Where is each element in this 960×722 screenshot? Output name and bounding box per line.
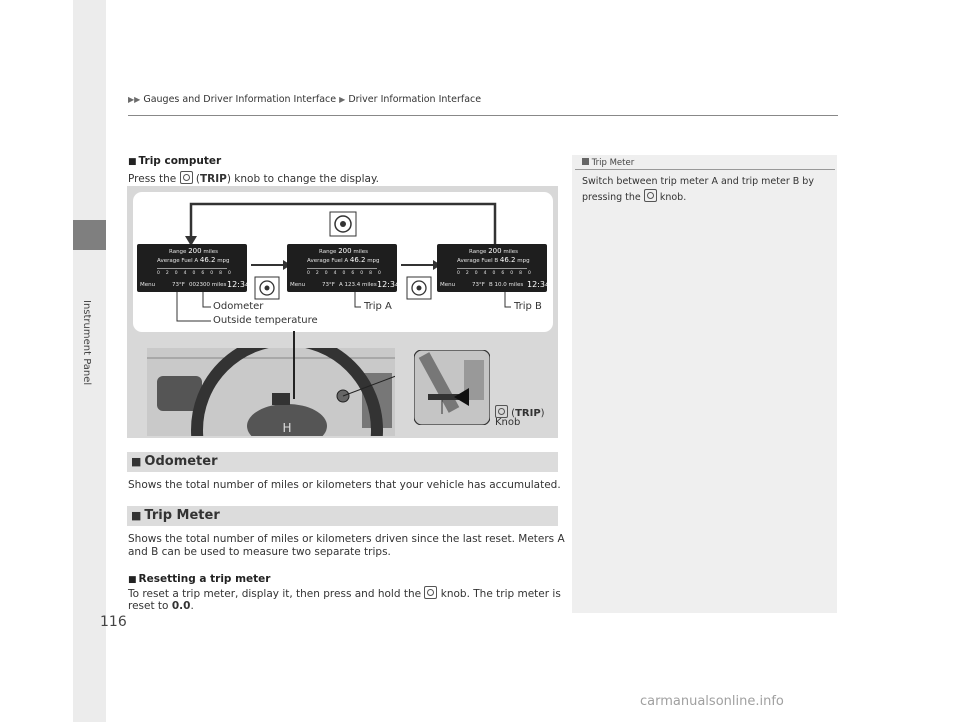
sidebar-accent [73,220,106,250]
note-title: Trip Meter [582,158,634,168]
breadcrumb-item-2[interactable]: Driver Information Interface [348,94,482,105]
cluster-display-odometer: Range 200 miles Average Fuel A 46.2 mpg 020406080 Menu 73°F 002300 miles 12:34 [137,244,247,292]
knob-closeup [414,350,490,425]
header-divider [128,115,838,116]
label-trip-knob: (TRIP) [495,405,545,419]
note-box [572,155,837,613]
breadcrumb [128,94,481,105]
breadcrumb-item-1[interactable]: Gauges and Driver Information Interface [143,94,337,105]
cluster-display-trip-a: Range 200 miles Average Fuel A 46.2 mpg 020406080 Menu 73°F A 123.4 miles 12:34 [287,244,397,292]
square-bullet-icon: ■ [131,509,142,522]
square-bullet-icon: ■ [128,157,137,167]
trip-computer-heading: ■ Trip computer [128,155,222,167]
sidebar-label: Instrument Panel [81,300,92,386]
label-odometer: Odometer [213,301,264,312]
odometer-section-header: ■ Odometer [127,452,558,472]
trip-knob-icon [424,586,437,599]
trip-meter-text-1: Shows the total number of miles or kilometers driven since the last reset. Meters A [128,533,565,545]
trip-knob-icon [644,189,657,202]
trip-meter-section-header: ■ Trip Meter [127,506,558,526]
trip-meter-text-2: and B can be used to measure two separate trips. [128,546,391,558]
label-outside-temperature: Outside temperature [213,315,318,326]
label-knob: Knob [495,417,521,428]
dashboard-illustration [147,348,395,436]
odometer-text: Shows the total number of miles or kilometers that your vehicle has accumulated. [128,479,561,491]
trip-computer-instruction: Press the (TRIP) knob to change the display. [128,173,380,185]
cluster-display-trip-b: Range 200 miles Average Fuel B 46.2 mpg 020406080 Menu 73°F B 10.0 miles 12:34 [437,244,547,292]
note-marker-icon [582,158,589,165]
trip-knob-icon [180,171,193,184]
breadcrumb-arrow-icon: ▶▶ [128,95,141,104]
label-trip-b: Trip B [514,301,542,312]
resetting-text-1: To reset a trip meter, display it, then press and hold the knob. The trip meter is [128,588,561,600]
svg-text:H: H [282,421,292,435]
label-trip-a: Trip A [364,301,392,312]
watermark: carmanualsonline.info [640,694,784,709]
note-body: Switch between trip meter A and trip meter B by pressing the knob. [582,176,814,203]
square-bullet-icon: ■ [131,455,142,468]
figure-connector [293,331,295,399]
breadcrumb-arrow-icon: ▶ [339,95,346,104]
note-divider [575,169,835,170]
page-number: 116 [100,614,127,630]
square-bullet-icon: ■ [128,575,137,585]
resetting-text-2: reset to 0.0. [128,600,194,612]
resetting-heading: ■ Resetting a trip meter [128,573,271,585]
